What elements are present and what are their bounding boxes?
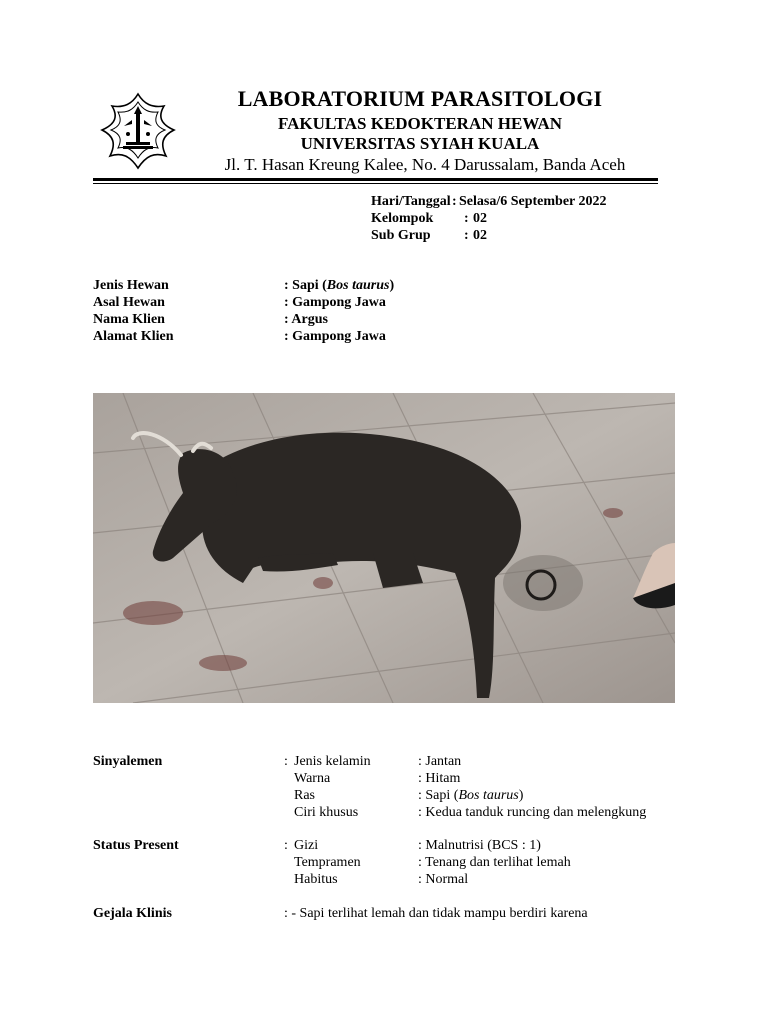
faculty-name: FAKULTAS KEDOKTERAN HEWAN: [277, 114, 562, 133]
sinyalemen-key-feature: Ciri khusus: [294, 805, 359, 820]
sinyalemen-key-breed: Ras: [294, 788, 315, 803]
university-seal-icon: [94, 90, 182, 172]
meta-group-value: 02: [473, 211, 487, 226]
meta-subgroup-label: Sub Grup: [371, 228, 431, 243]
header-rule-thin: [93, 183, 658, 184]
meta-date-label: Hari/Tanggal: [371, 194, 451, 209]
status-value-nutrition: : Malnutrisi (BCS : 1): [418, 838, 541, 853]
header-rule-thick: [93, 178, 658, 181]
status-key-temperament: Tempramen: [294, 855, 361, 870]
sinyalemen-prefix: :: [284, 754, 288, 769]
meta-subgroup-sep: :: [464, 228, 469, 243]
status-key-nutrition: Gizi: [294, 838, 319, 853]
sinyalemen-value-color: : Hitam: [418, 771, 461, 786]
lab-title: LABORATORIUM PARASITOLOGI: [237, 86, 603, 111]
sinyalemen-value-feature: : Kedua tanduk runcing dan melengkung: [418, 805, 647, 820]
sinyalemen-value-sex: : Jantan: [418, 754, 462, 769]
animal-type-label: Jenis Hewan: [93, 278, 169, 293]
cow-photo: [93, 393, 675, 703]
meta-group-sep: :: [464, 211, 469, 226]
meta-date-sep: :: [452, 194, 457, 209]
meta-date-value: Selasa/6 September 2022: [459, 194, 607, 209]
status-value-temperament: : Tenang dan terlihat lemah: [418, 855, 571, 870]
status-key-habitus: Habitus: [294, 872, 338, 887]
meta-subgroup-value: 02: [473, 228, 487, 243]
clinical-signs-heading: Gejala Klinis: [93, 906, 172, 921]
client-address-label: Alamat Klien: [93, 329, 174, 344]
animal-type-value: : Sapi (Bos taurus): [284, 278, 395, 293]
sinyalemen-key-sex: Jenis kelamin: [294, 754, 371, 769]
meta-group-label: Kelompok: [371, 211, 434, 226]
client-name-value: : Argus: [284, 312, 328, 327]
animal-origin-value: : Gampong Jawa: [284, 295, 386, 310]
status-value-habitus: : Normal: [418, 872, 469, 887]
sinyalemen-heading: Sinyalemen: [93, 754, 163, 769]
animal-origin-label: Asal Hewan: [93, 295, 165, 310]
status-prefix: :: [284, 838, 288, 853]
lab-address: Jl. T. Hasan Kreung Kalee, No. 4 Darussalam, Banda Aceh: [224, 155, 626, 174]
university-name: UNIVERSITAS SYIAH KUALA: [300, 134, 540, 153]
status-heading: Status Present: [93, 838, 179, 853]
client-address-value: : Gampong Jawa: [284, 329, 386, 344]
sinyalemen-key-color: Warna: [294, 771, 331, 786]
clinical-signs-text: : - Sapi terlihat lemah dan tidak mampu berdiri karena: [284, 906, 588, 921]
client-name-label: Nama Klien: [93, 312, 165, 327]
sinyalemen-value-breed: : Sapi (Bos taurus): [418, 788, 524, 803]
